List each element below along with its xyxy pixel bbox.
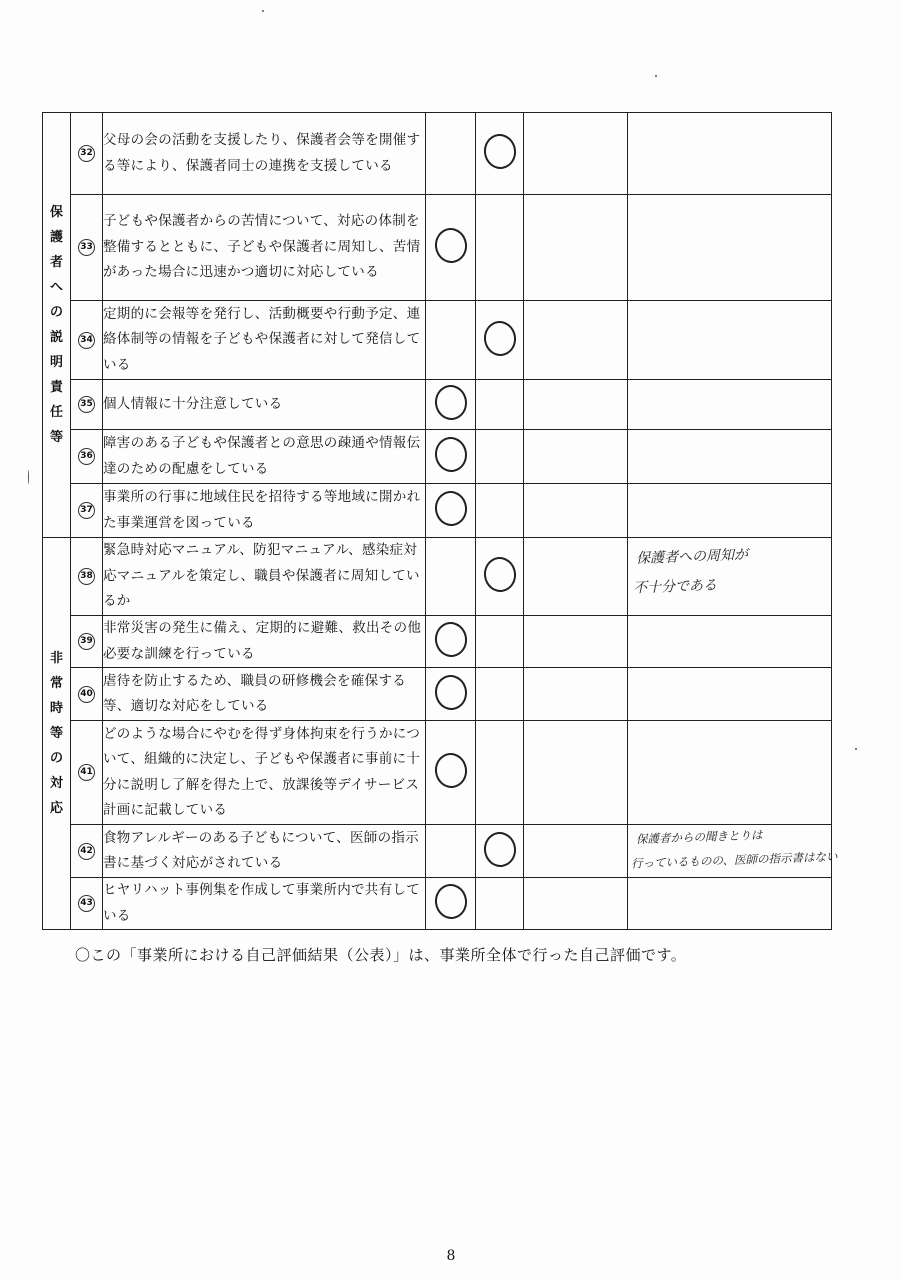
circle-mark-icon xyxy=(432,751,469,790)
item-text: 個人情報に十分注意している xyxy=(103,380,426,430)
mark-col-3 xyxy=(524,113,628,195)
item-number: 40 xyxy=(71,668,103,721)
mark-col-3 xyxy=(524,301,628,380)
improvement-note-cell xyxy=(628,380,832,430)
mark-col-3 xyxy=(524,380,628,430)
item-text: 緊急時対応マニュアル、防犯マニュアル、感染症対応マニュアルを策定し、職員や保護者に周知しているか xyxy=(103,538,426,616)
mark-col-3 xyxy=(524,484,628,538)
circle-mark-icon xyxy=(432,672,469,711)
mark-col-1 xyxy=(426,538,476,616)
item-text: 虐待を防止するため、職員の研修機会を確保する等、適切な対応をしている xyxy=(103,668,426,721)
mark-col-1 xyxy=(426,301,476,380)
table-row xyxy=(43,195,832,301)
item-number: 42 xyxy=(71,825,103,878)
item-number: 33 xyxy=(71,195,103,301)
item-number: 37 xyxy=(71,484,103,538)
mark-col-2 xyxy=(476,484,524,538)
item-text: 非常災害の発生に備え、定期的に避難、救出その他必要な訓練を行っている xyxy=(103,616,426,668)
improvement-note-cell xyxy=(628,721,832,825)
improvement-note-cell xyxy=(628,430,832,484)
mark-col-2 xyxy=(476,825,524,878)
mark-col-3 xyxy=(524,721,628,825)
circle-mark-icon xyxy=(432,882,469,921)
table-row xyxy=(43,878,832,930)
table-row xyxy=(43,668,832,721)
section-label-accountability: 保護者への説明責任等 xyxy=(43,113,71,538)
mark-col-3 xyxy=(524,878,628,930)
mark-col-3 xyxy=(524,668,628,721)
table-row xyxy=(43,825,832,878)
table-row xyxy=(43,380,832,430)
circle-mark-icon xyxy=(481,132,518,171)
item-text: 子どもや保護者からの苦情について、対応の体制を整備するとともに、子どもや保護者に周知し、苦情があった場合に迅速かつ適切に対応している xyxy=(103,195,426,301)
scan-speck xyxy=(28,470,29,484)
page-number: 8 xyxy=(446,1248,456,1264)
table-row xyxy=(43,538,832,616)
mark-col-2 xyxy=(476,195,524,301)
item-text: 事業所の行事に地域住民を招待する等地域に開かれた事業運営を図っている xyxy=(103,484,426,538)
item-number: 39 xyxy=(71,616,103,668)
circle-mark-icon xyxy=(481,829,518,868)
handwritten-note-line: 保護者への周知が xyxy=(635,547,749,567)
item-text: 食物アレルギーのある子どもについて、医師の指示書に基づく対応がされている xyxy=(103,825,426,878)
mark-col-1 xyxy=(426,430,476,484)
mark-col-1 xyxy=(426,825,476,878)
mark-col-1 xyxy=(426,484,476,538)
improvement-note-cell xyxy=(628,113,832,195)
circle-mark-icon xyxy=(432,489,469,528)
item-text: 父母の会の活動を支援したり、保護者会等を開催する等により、保護者同士の連携を支援している xyxy=(103,113,426,195)
mark-col-3 xyxy=(524,616,628,668)
item-number: 38 xyxy=(71,538,103,616)
improvement-note-cell xyxy=(628,484,832,538)
mark-col-3 xyxy=(524,195,628,301)
table-row xyxy=(43,616,832,668)
circle-mark-icon xyxy=(432,383,469,422)
footer-note: 〇この「事業所における自己評価結果（公表）」は、事業所全体で行った自己評価です。 xyxy=(75,946,687,964)
item-number: 32 xyxy=(71,113,103,195)
section-label-emergency: 非常時等の対応 xyxy=(43,538,71,930)
mark-col-2 xyxy=(476,113,524,195)
table-row xyxy=(43,430,832,484)
mark-col-2 xyxy=(476,538,524,616)
table-row xyxy=(43,721,832,825)
improvement-note-cell xyxy=(628,616,832,668)
mark-col-1 xyxy=(426,380,476,430)
circle-mark-icon xyxy=(432,226,469,265)
improvement-note-cell xyxy=(628,538,832,616)
scan-speck xyxy=(262,10,264,12)
improvement-note-cell xyxy=(628,825,838,878)
item-number: 35 xyxy=(71,380,103,430)
item-text: 障害のある子どもや保護者との意思の疎通や情報伝達のための配慮をしている xyxy=(103,430,426,484)
improvement-note-cell xyxy=(628,668,832,721)
handwritten-note-line: 保護者からの聞きとりは xyxy=(635,827,763,847)
table-row xyxy=(43,484,832,538)
circle-mark-icon xyxy=(432,435,469,474)
mark-col-2 xyxy=(476,878,524,930)
item-number: 34 xyxy=(71,301,103,380)
mark-col-1 xyxy=(426,195,476,301)
handwritten-note-line: 行っているものの、医師の指示書はない xyxy=(630,849,838,871)
improvement-note-cell xyxy=(628,195,832,301)
circle-mark-icon xyxy=(432,620,469,659)
improvement-note-cell xyxy=(628,878,832,930)
mark-col-1 xyxy=(426,878,476,930)
mark-col-1 xyxy=(426,616,476,668)
mark-col-1 xyxy=(426,668,476,721)
mark-col-2 xyxy=(476,380,524,430)
mark-col-2 xyxy=(476,301,524,380)
item-text: ヒヤリハット事例集を作成して事業所内で共有している xyxy=(103,878,426,930)
mark-col-2 xyxy=(476,721,524,825)
scan-speck xyxy=(655,75,657,77)
mark-col-3 xyxy=(524,825,628,878)
improvement-note-cell xyxy=(628,301,832,380)
item-number: 36 xyxy=(71,430,103,484)
mark-col-2 xyxy=(476,430,524,484)
mark-col-2 xyxy=(476,616,524,668)
self-evaluation-table xyxy=(42,112,838,930)
mark-col-3 xyxy=(524,430,628,484)
mark-col-2 xyxy=(476,668,524,721)
mark-col-1 xyxy=(426,113,476,195)
table-row xyxy=(43,301,832,380)
circle-mark-icon xyxy=(481,318,518,357)
item-number: 41 xyxy=(71,721,103,825)
mark-col-1 xyxy=(426,721,476,825)
handwritten-note-line: 不十分である xyxy=(632,577,718,597)
item-number: 43 xyxy=(71,878,103,930)
scan-speck xyxy=(855,748,857,750)
circle-mark-icon xyxy=(481,555,518,594)
table-row xyxy=(43,113,832,195)
mark-col-3 xyxy=(524,538,628,616)
item-text: どのような場合にやむを得ず身体拘束を行うかについて、組織的に決定し、子どもや保護者に事前に十分に説明し了解を得た上で、放課後等デイサービス計画に記載している xyxy=(103,721,426,825)
item-text: 定期的に会報等を発行し、活動概要や行動予定、連絡体制等の情報を子どもや保護者に対して発信している xyxy=(103,301,426,380)
